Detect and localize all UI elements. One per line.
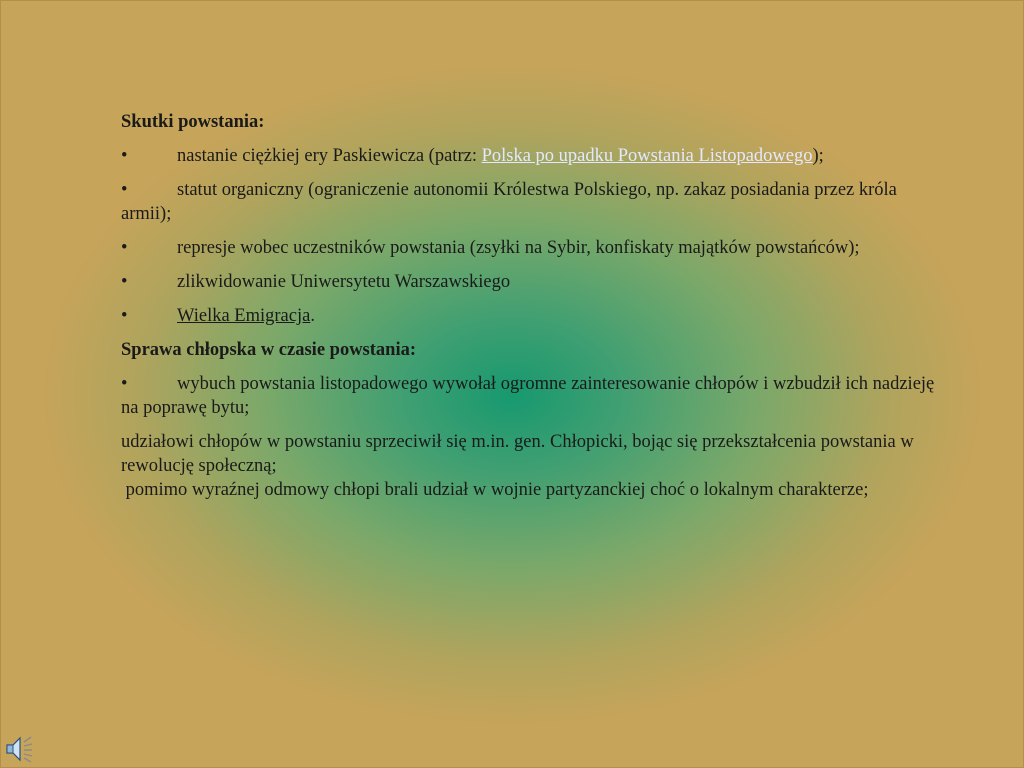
bullet-icon: • bbox=[121, 374, 128, 394]
bullet-icon: • bbox=[121, 272, 128, 292]
speaker-icon[interactable] bbox=[3, 733, 35, 765]
bullet-text: zlikwidowanie Uniwersytetu Warszawskiego bbox=[177, 272, 511, 292]
paragraph-chlopicki: udziałowi chłopów w powstaniu sprzeciwił się m.in. gen. Chłopicki, bojąc się przekształcenia powstania w rewolucję społeczną; bbox=[121, 432, 914, 476]
heading-sprawa-chlopska: Sprawa chłopska w czasie powstania: bbox=[121, 340, 416, 360]
bullet-item bbox=[121, 178, 936, 226]
bullet-text-end: . bbox=[310, 306, 315, 326]
bullet-icon: • bbox=[121, 306, 128, 326]
bullet-item bbox=[121, 372, 936, 420]
bullet-text: nastanie ciężkiej ery Paskiewicza (patrz: bbox=[177, 146, 482, 166]
bullet-icon: • bbox=[121, 180, 128, 200]
bullet-item bbox=[121, 236, 936, 260]
bullet-item bbox=[121, 270, 936, 294]
paragraph-partyzantka: pomimo wyraźnej odmowy chłopi brali udział w wojnie partyzanckiej choć o lokalnym charakterze; bbox=[121, 480, 869, 500]
bullet-text-end: ); bbox=[812, 146, 824, 166]
bullet-icon: • bbox=[121, 238, 128, 258]
bullet-text: statut organiczny (ograniczenie autonomii Królestwa Polskiego, np. zakaz posiadania przez króla armii); bbox=[121, 180, 897, 224]
bullet-text: wybuch powstania listopadowego wywołał ogromne zainteresowanie chłopów i wzbudził ich nadzieję na poprawę bytu; bbox=[121, 374, 935, 418]
bullet-item bbox=[121, 144, 936, 168]
link-polska-po-upadku[interactable]: Polska po upadku Powstania Listopadowego bbox=[481, 146, 813, 166]
bullet-icon: • bbox=[121, 146, 128, 166]
link-wielka-emigracja[interactable]: Wielka Emigracja bbox=[177, 306, 311, 326]
bullet-text: represje wobec uczestników powstania (zsyłki na Sybir, konfiskaty majątków powstańców); bbox=[177, 238, 860, 258]
slide-content bbox=[121, 110, 936, 512]
bullet-item bbox=[121, 304, 936, 328]
heading-skutki: Skutki powstania: bbox=[121, 112, 265, 132]
